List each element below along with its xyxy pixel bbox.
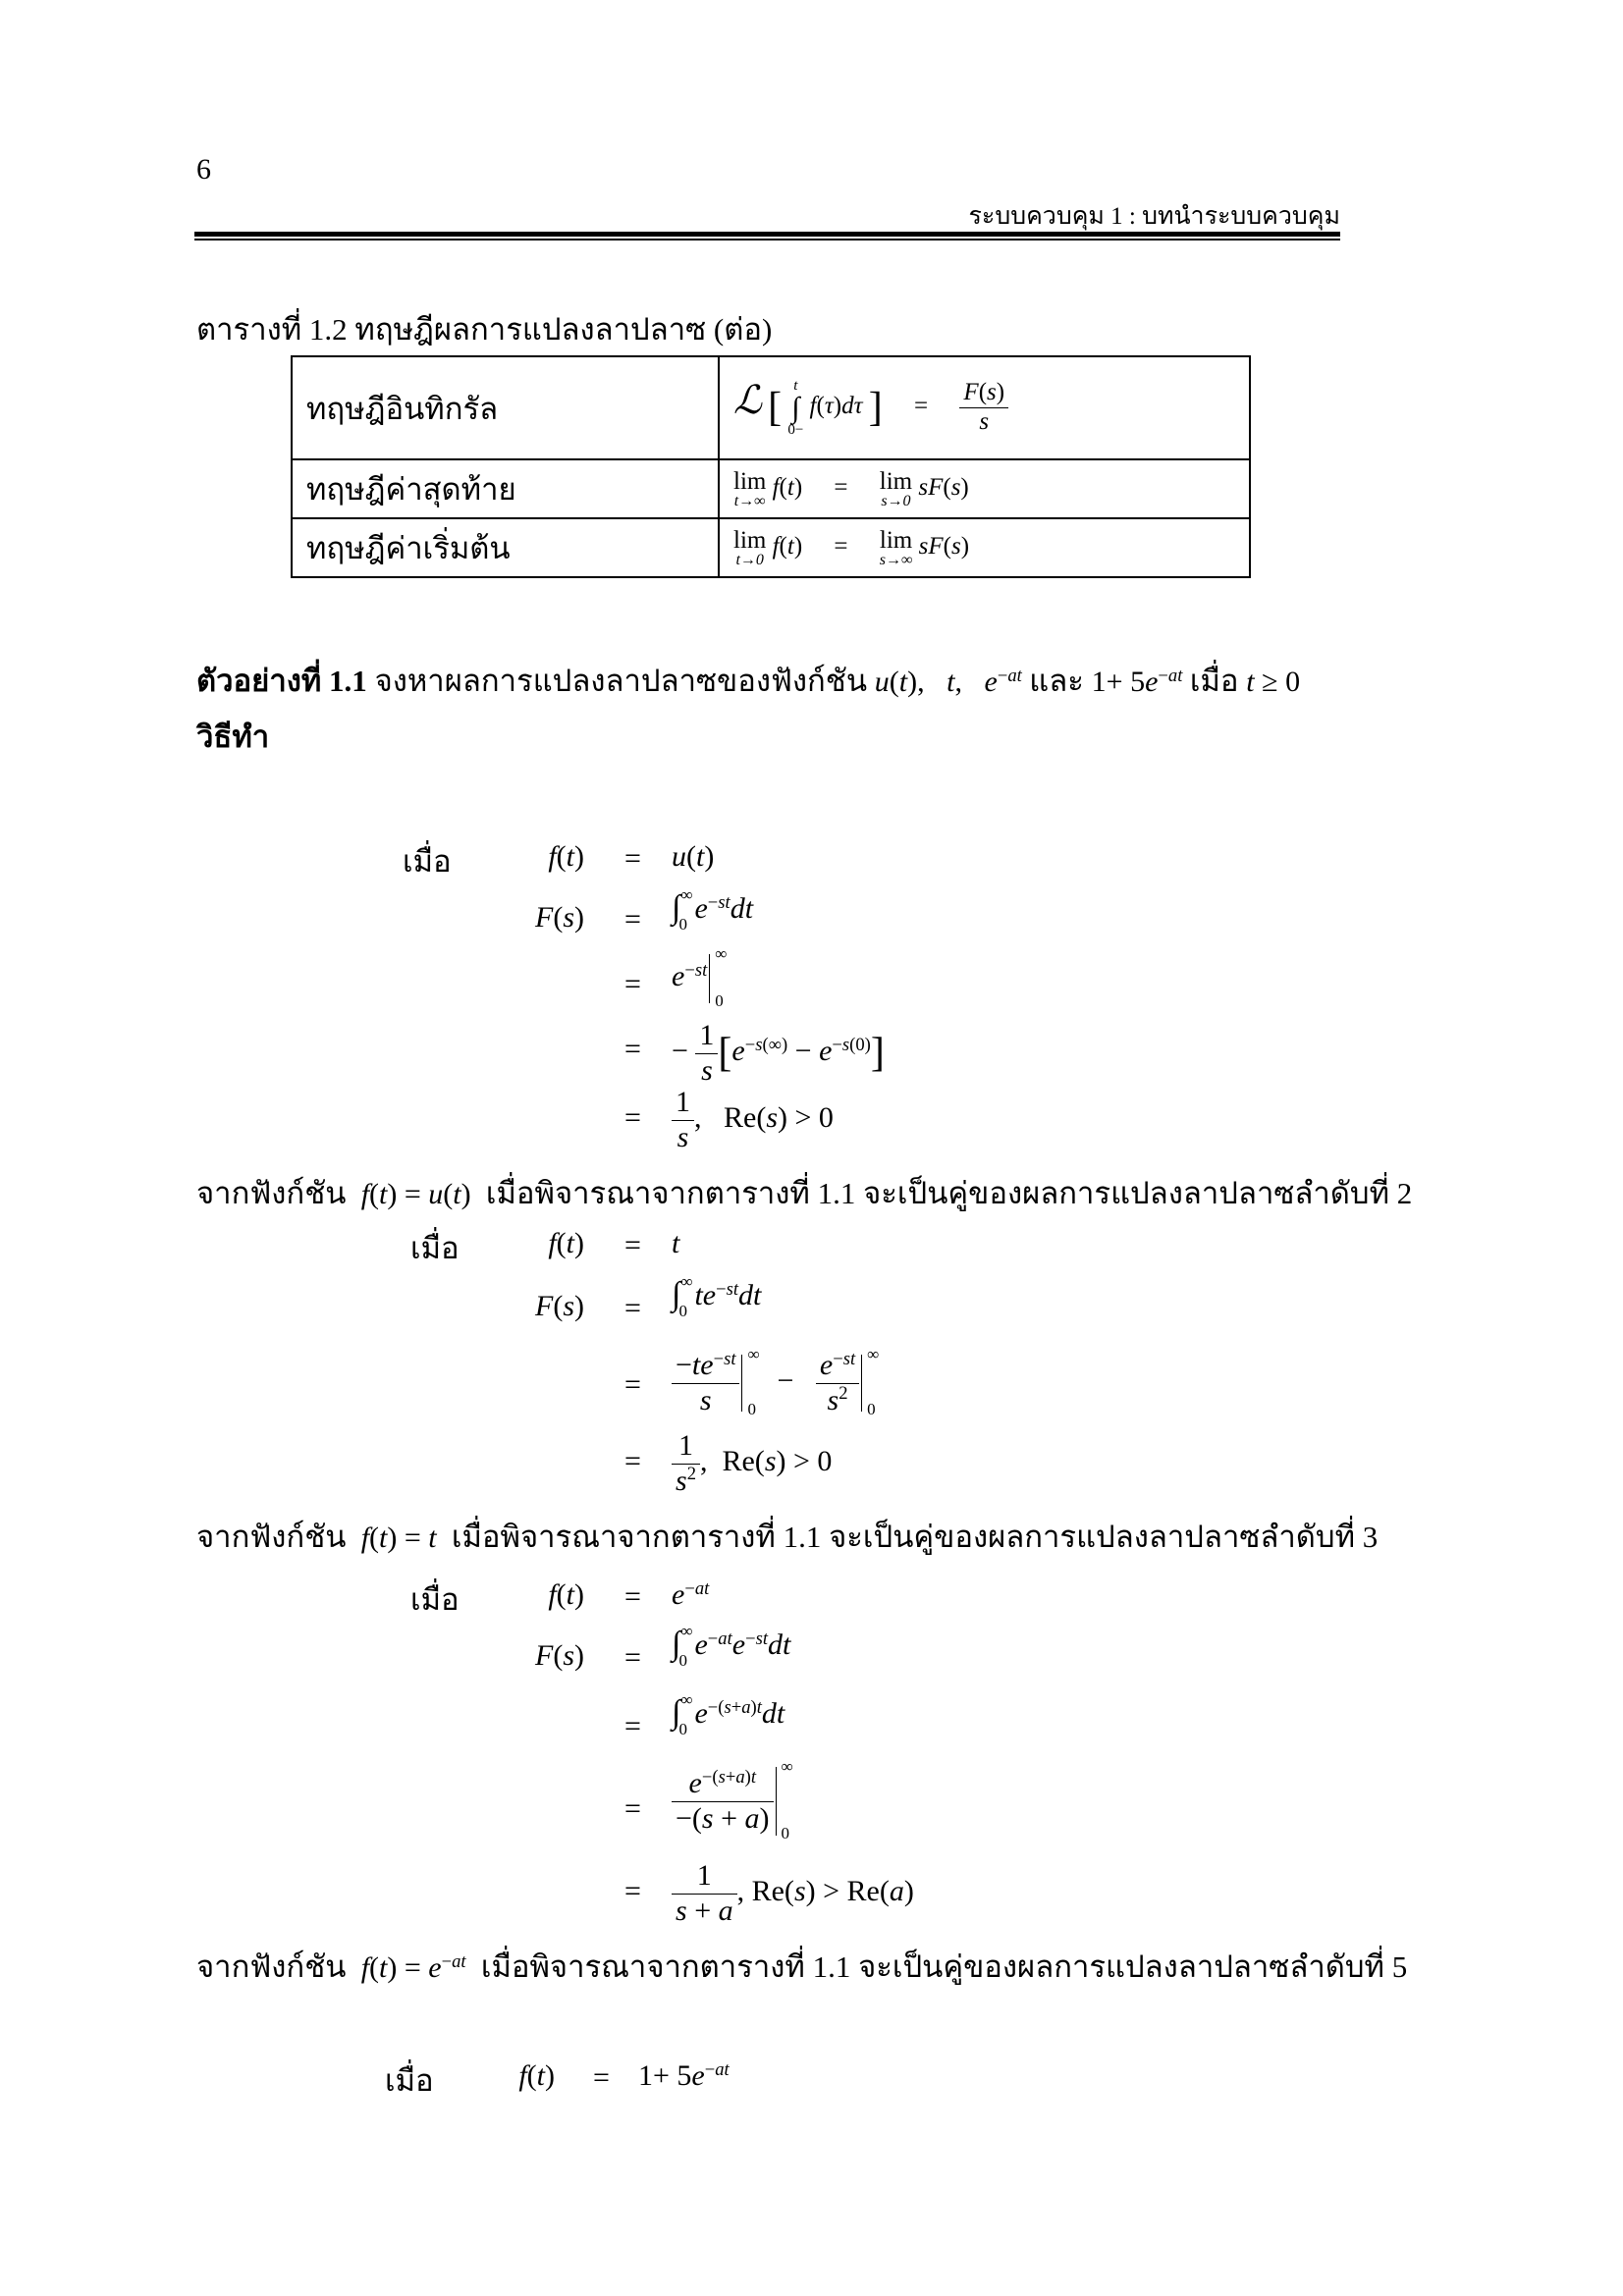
laplace-theorem-table <box>291 355 1251 578</box>
and-word: และ <box>1029 664 1084 698</box>
order-number: 3 <box>1362 1520 1379 1554</box>
theorem-name-integral: ทฤษฎีอินทิกรัล <box>292 356 719 459</box>
formula-final: lim t→∞ f(t) = lim s→0 sF(s) <box>719 459 1250 518</box>
formula-initial: lim t→0 f(t) = lim s→∞ sF(s) <box>719 518 1250 577</box>
consider-text: เมื่อพิจารณาจากตารางที่ 1.1 จะเป็นคู่ของผลการแปลงลาปลาซลำดับที่ <box>451 1520 1356 1554</box>
conclusion-1: จากฟังก์ชัน f(t) = u(t) เมื่อพิจารณาจากตารางที่ 1.1 จะเป็นคู่ของผลการแปลงลาปลาซลำดับที่ 2 <box>196 1176 1413 1210</box>
solution-label: วิธีทำ <box>196 720 270 754</box>
order-number: 2 <box>1396 1176 1413 1210</box>
consider-text: เมื่อพิจารณาจากตารางที่ 1.1 จะเป็นคู่ของผลการแปลงลาปลาซลำดับที่ <box>485 1176 1390 1210</box>
from-function-label: จากฟังก์ชัน <box>196 1176 347 1210</box>
when-label-3: เมื่อ <box>410 1582 460 1617</box>
conclusion-3: จากฟังก์ชัน $f(t) = e^{-at}$ เมื่อพิจารณาจากตารางที่ 1.1 จะเป็นคู่ของผลการแปลงลาปลาซลำดับที่ 5 <box>196 1949 1408 1984</box>
table-row <box>292 518 1250 577</box>
when-label-1: เมื่อ <box>403 844 452 879</box>
consider-text: เมื่อพิจารณาจากตารางที่ 1.1 จะเป็นคู่ของผลการแปลงลาปลาซลำดับที่ <box>480 1949 1384 1984</box>
example-number: ตัวอย่างที่ 1.1 <box>196 664 367 698</box>
when-label-2: เมื่อ <box>410 1231 460 1265</box>
running-title: ระบบควบคุม 1 : บทนำระบบควบคุม <box>968 203 1340 230</box>
order-number: 5 <box>1391 1949 1408 1984</box>
table-caption: ตารางที่ 1.2 ทฤษฎีผลการแปลงลาปลาซ (ต่อ) <box>196 312 773 347</box>
conclusion-2: จากฟังก์ชัน f(t) = t เมื่อพิจารณาจากตารางที่ 1.1 จะเป็นคู่ของผลการแปลงลาปลาซลำดับที่ 3 <box>196 1520 1379 1554</box>
theorem-name-initial: ทฤษฎีค่าเริ่มต้น <box>292 518 719 577</box>
when-word: เมื่อ <box>1189 664 1239 698</box>
header-rule <box>194 232 1340 237</box>
formula-integral: ℒ [ t ∫ 0− f(τ)dτ ] = $\frac{F(s)}{s}$ <box>719 356 1250 459</box>
table-row <box>292 356 1250 459</box>
example-heading: ตัวอย่างที่ 1.1 จงหาผลการแปลงลาปลาซของฟังก์ชัน u(t), t, $e^{-at}$ และ $1+ 5e^{-at}$ เมื่อ t ≥ 0 <box>196 664 1301 698</box>
theorem-name-final: ทฤษฎีค่าสุดท้าย <box>292 459 719 518</box>
example-text: จงหาผลการแปลงลาปลาซของฟังก์ชัน <box>374 664 868 698</box>
from-function-label: จากฟังก์ชัน <box>196 1520 347 1554</box>
from-function-label: จากฟังก์ชัน <box>196 1949 347 1984</box>
header-rule-thin <box>194 239 1340 240</box>
when-label-4: เมื่อ <box>385 2063 434 2098</box>
table-row <box>292 459 1250 518</box>
page-number: 6 <box>196 153 211 186</box>
